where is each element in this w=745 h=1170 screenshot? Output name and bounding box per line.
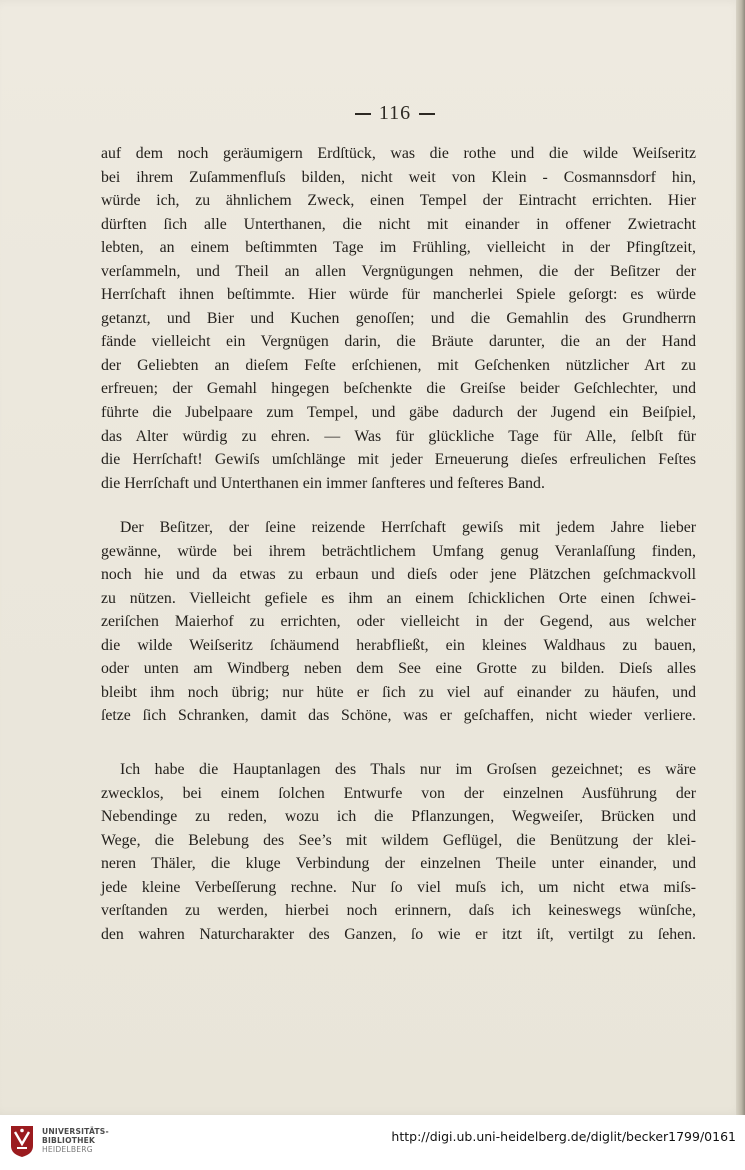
dash-left [355, 113, 371, 115]
text-line: jede kleine Verbeſſerung rechne. Nur ſo viel muſs ich, um nicht etwa miſs- [101, 878, 696, 896]
library-name-line-2: BIBLIOTHEK [42, 1136, 96, 1145]
library-name [42, 1127, 109, 1154]
paragraph-3 [101, 758, 696, 946]
text-line: zwecklos, bei einem ſolchen Entwurfe von der einzelnen Ausführung der [101, 784, 696, 802]
text-line: den wahren Naturcharakter des Ganzen, ſo wie er itzt iſt, vertilgt zu ſehen. [101, 925, 696, 943]
paragraph-2 [101, 516, 696, 728]
text-line: lebten, an einem beſtimmten Tage im Frühling, vielleicht in der Pfingſtzeit, [101, 239, 696, 257]
text-line: Wege, die Belebung des See’s mit wildem Geflügel, die Benützung der klei- [101, 831, 696, 849]
text-line: die wilde Weiſseritz ſchäumend herabfließt, ein kleines Waldhaus zu bauen, [101, 636, 696, 654]
library-name-line-1: UNIVERSITÄTS- [42, 1127, 109, 1136]
page-edge [736, 0, 745, 1115]
text-line: Ich habe die Hauptanlagen des Thals nur im Groſsen gezeichnet; es wäre [120, 761, 696, 778]
page-number [330, 102, 460, 125]
text-line: erfreuen; der Gemahl hingegen beſchenkte die Greiſse beider Geſchlechter, und [101, 380, 696, 398]
text-line: gewänne, würde bei ihrem beträchtlichem Umfang genug Veranlaſſung finden, [101, 542, 696, 560]
page-number-value: 116 [378, 102, 412, 124]
dash-right [419, 113, 435, 115]
text-line: auf dem noch geräumigern Erdſtück, was die rothe und die wilde Weiſseritz [101, 145, 696, 162]
text-line: Nebendinge zu reden, wozu ich die Pflanzungen, Wegweiſer, Brücken und [101, 808, 696, 826]
text-line: die Herrſchaft! Gewiſs umſchlänge mit jeder Erneuerung dieſes erfreulichen Feſtes [101, 451, 696, 469]
text-line: bei ihrem Zuſammenfluſs bilden, nicht weit von Klein - Cosmannsdorf hin, [101, 168, 696, 186]
text-line: Herrſchaft ihnen beſtimmte. Hier würde für mancherlei Spiele geſorgt: es würde [101, 286, 696, 304]
text-line: würde ich, zu ähnlichem Zweck, einen Tempel der Eintracht errichten. Hier [101, 192, 696, 210]
text-line: der Geliebten an dieſem Feſte erſchienen, mit Geſchenken nützlicher Art zu [101, 356, 696, 374]
text-line: dürften ſich alle Unterthanen, die nicht mit einander in offener Zwietracht [101, 215, 696, 233]
text-line: bleibt ihm noch übrig; nur hüte er ſich zu viel auf einander zu häufen, und [101, 683, 696, 701]
text-line: ſetze ſich Schranken, damit das Schöne, was er geſchaffen, nicht wieder verliere. [101, 707, 696, 725]
text-line: getanzt, und Bier und Kuchen genoſſen; und die Gemahlin des Grundherrn [101, 309, 696, 327]
library-name-line-3: HEIDELBERG [42, 1145, 93, 1154]
text-line: verſtanden zu werden, hierbei noch erinnern, daſs ich keineswegs wünſche, [101, 902, 696, 920]
text-line: Der Beſitzer, der ſeine reizende Herrſchaft gewiſs mit jedem Jahre lieber [120, 519, 696, 536]
text-line: zu nützen. Vielleicht gefiele es ihm an einem ſchicklichen Orte einen ſchwei- [101, 589, 696, 607]
source-url-link[interactable]: http://digi.ub.uni-heidelberg.de/diglit/becker1799/0161 [391, 1129, 736, 1144]
text-line: die Herrſchaft und Unterthanen ein immer ſanfteres und feſteres Band. [101, 474, 545, 492]
text-line: fände vielleicht ein Vergnügen darin, die Bräute darunter, die an der Hand [101, 333, 696, 351]
text-line: das Alter würdig zu ehren. — Was für glückliche Tage für Alle, ſelbſt für [101, 427, 696, 445]
text-line: oder unten am Windberg neben dem See eine Grotte zu bilden. Dieſs alles [101, 660, 696, 678]
university-library-logo-icon [8, 1124, 36, 1158]
paragraph-1 [101, 142, 696, 495]
text-line: noch hie und da etwas zu erbaun und dieſs oder jene Plätzchen geſchmackvoll [101, 566, 696, 584]
text-line: zeriſchen Maierhof zu errichten, oder vielleicht in der Gegend, aus welcher [101, 613, 696, 631]
footer-bar [0, 1115, 745, 1170]
text-line: verſammeln, und Theil an allen Vergnügungen nehmen, die der Beſitzer der [101, 262, 696, 280]
text-line: führte die Jubelpaare zum Tempel, und gäbe dadurch der Jugend ein Beiſpiel, [101, 404, 696, 422]
text-line: neren Thäler, die kluge Verbindung der einzelnen Theile unter einander, und [101, 855, 696, 873]
